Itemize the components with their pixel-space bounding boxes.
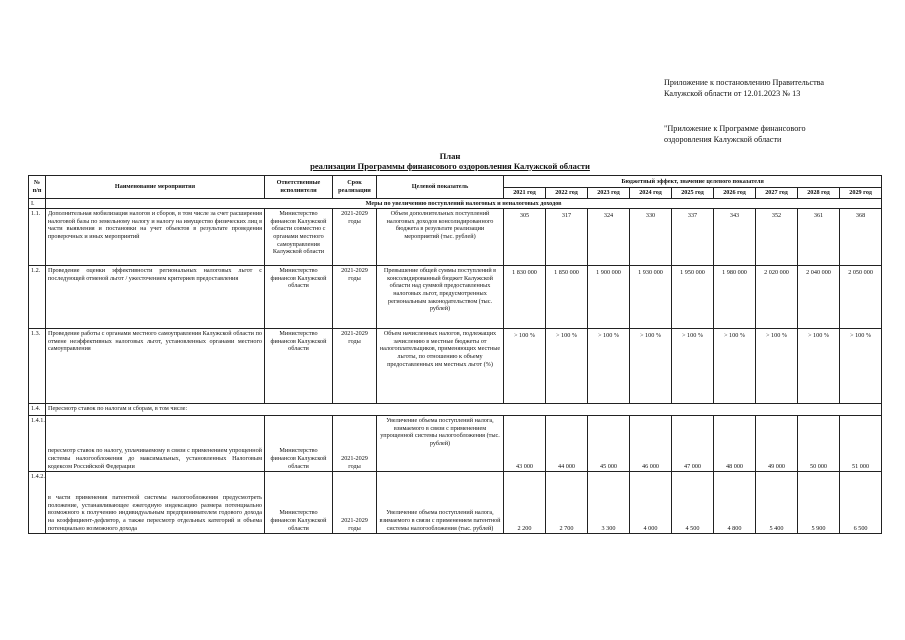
row-target: Увеличение объема поступлений налога, взимаемого в связи с применением упрощенной системы налогообложения (тыс. рублей) — [377, 416, 504, 472]
row-value: 317 — [546, 209, 588, 266]
row-name: в части применения патентной системы налогообложения предусмотреть положение, устанавливающее ежегодную индексацию размера потенциально возможного к получению индивидуальным предпринимателем годового дохода на коэффициент-дефлятор, а также пересмотр отдельных категорий и объема потенциально возможного дохода — [46, 472, 265, 534]
table-row — [29, 472, 882, 534]
row-term: 2021-2029 годы — [333, 472, 377, 534]
row-value: 4 500 — [672, 472, 714, 534]
header-effect: Бюджетный эффект, значение целевого показателя — [504, 176, 882, 188]
row-value: 2 040 000 — [798, 266, 840, 329]
row-value: 1 950 000 — [672, 266, 714, 329]
row-value: > 100 % — [756, 329, 798, 404]
row-value: 368 — [840, 209, 882, 266]
header-num: № п/п — [29, 176, 46, 199]
header-name: Наименование мероприятия — [46, 176, 265, 199]
row-value: 50 000 — [798, 416, 840, 472]
row-name: Пересмотр ставок по налогам и сборам, в том числе: — [46, 404, 882, 416]
section-title: Меры по увеличению поступлений налоговых и неналоговых доходов — [46, 198, 882, 209]
row-name: пересмотр ставок по налогу, уплачиваемому в связи с применением упрощенной системы налогообложения до максимальных, установленных Налоговым кодексом Российской Федерации — [46, 416, 265, 472]
header-year: 2026 год — [714, 188, 756, 199]
row-value: 49 000 — [756, 416, 798, 472]
row-num: 1.3. — [29, 329, 46, 404]
row-value: 43 000 — [504, 416, 546, 472]
row-resp: Министерство финансов Калужской области — [265, 329, 333, 404]
row-value: > 100 % — [714, 329, 756, 404]
row-value: 2 050 000 — [840, 266, 882, 329]
row-value: > 100 % — [798, 329, 840, 404]
row-value: > 100 % — [630, 329, 672, 404]
row-value: 2 020 000 — [756, 266, 798, 329]
row-value: 337 — [672, 209, 714, 266]
section-num: I. — [29, 198, 46, 209]
document-title: План — [439, 151, 461, 161]
row-term: 2021-2029 годы — [333, 329, 377, 404]
row-resp: Министерство финансов Калужской области — [265, 266, 333, 329]
row-value: > 100 % — [588, 329, 630, 404]
row-value: 46 000 — [630, 416, 672, 472]
header-year: 2027 год — [756, 188, 798, 199]
row-num: 1.4.2. — [29, 472, 46, 534]
row-value: 44 000 — [546, 416, 588, 472]
row-name: Проведение оценки эффективности региональных налоговых льгот с последующей отменой льгот / ужесточением критериев предоставления — [46, 266, 265, 329]
row-num: 1.4.1. — [29, 416, 46, 472]
row-value: 4 800 — [714, 472, 756, 534]
row-value: 324 — [588, 209, 630, 266]
row-target: Увеличение объема поступлений налога, взимаемого в связи с применением патентной системы налогообложения (тыс. рублей) — [377, 472, 504, 534]
row-value: 1 980 000 — [714, 266, 756, 329]
row-value: 1 830 000 — [504, 266, 546, 329]
row-num: 1.1. — [29, 209, 46, 266]
row-value: 2 700 — [546, 472, 588, 534]
plan-table — [28, 175, 882, 534]
header-year: 2023 год — [588, 188, 630, 199]
row-value: > 100 % — [504, 329, 546, 404]
row-value: 2 200 — [504, 472, 546, 534]
header-year: 2024 год — [630, 188, 672, 199]
row-resp: Министерство финансов Калужской области совместно с органами местного самоуправления Калужской области — [265, 209, 333, 266]
header-year: 2028 год — [798, 188, 840, 199]
row-value: 47 000 — [672, 416, 714, 472]
header-year: 2025 год — [672, 188, 714, 199]
row-resp: Министерство финансов Калужской области — [265, 416, 333, 472]
section-row — [29, 198, 882, 209]
row-value: 45 000 — [588, 416, 630, 472]
row-value: > 100 % — [672, 329, 714, 404]
table-row — [29, 404, 882, 416]
row-term: 2021-2029 годы — [333, 266, 377, 329]
appendix-line-1: Приложение к постановлению Правительства — [664, 78, 825, 87]
table-row — [29, 209, 882, 266]
row-value: 5 400 — [756, 472, 798, 534]
header-year: 2022 год — [546, 188, 588, 199]
row-resp: Министерство финансов Калужской области — [265, 472, 333, 534]
header-year: 2021 год — [504, 188, 546, 199]
table-row — [29, 416, 882, 472]
row-num: 1.4. — [29, 404, 46, 416]
appendix-subheader — [664, 124, 806, 145]
row-value: 4 000 — [630, 472, 672, 534]
row-name: Проведение работы с органами местного самоуправления Калужской области по отмене неэффективных налоговых льгот, установленных органами местного самоуправления — [46, 329, 265, 404]
row-value: 361 — [798, 209, 840, 266]
header-resp: Ответственные исполнители — [265, 176, 333, 199]
appendix-line-4: оздоровления Калужской области — [664, 134, 782, 144]
row-value: 51 000 — [840, 416, 882, 472]
row-value: > 100 % — [840, 329, 882, 404]
row-value: 1 930 000 — [630, 266, 672, 329]
table-row — [29, 266, 882, 329]
row-name: Дополнительная мобилизация налогов и сборов, в том числе за счет расширения налоговой базы по земельному налогу и налогу на имущество физических лиц в части выявления и постановки на учет объектов в результате проведения проверочных и иных мероприятий — [46, 209, 265, 266]
row-term: 2021-2029 годы — [333, 416, 377, 472]
row-target: Превышение общей суммы поступлений в консолидированный бюджет Калужской области над суммой предоставленных налоговых льгот, предусмотренных региональным законодательством (тыс. рублей) — [377, 266, 504, 329]
row-term: 2021-2029 годы — [333, 209, 377, 266]
row-value: > 100 % — [546, 329, 588, 404]
row-value: 48 000 — [714, 416, 756, 472]
row-target: Объем начисленных налогов, подлежащих зачислению в местные бюджеты от налогоплательщиков, применяющих местные льготы, по отношению к объему предоставленных им местных льгот (%) — [377, 329, 504, 404]
header-target: Целевой показатель — [377, 176, 504, 199]
appendix-header — [664, 78, 824, 99]
row-value: 330 — [630, 209, 672, 266]
row-value: 352 — [756, 209, 798, 266]
row-value: 5 900 — [798, 472, 840, 534]
row-target: Объем дополнительных поступлений налоговых доходов консолидированного бюджета в результате реализации мероприятий (тыс. рублей) — [377, 209, 504, 266]
row-value: 6 500 — [840, 472, 882, 534]
row-value: 1 900 000 — [588, 266, 630, 329]
row-value: 1 850 000 — [546, 266, 588, 329]
row-value: 305 — [504, 209, 546, 266]
appendix-line-3: "Приложение к Программе финансового — [664, 124, 806, 133]
header-term: Срок реализации — [333, 176, 377, 199]
table-row — [29, 329, 882, 404]
document-subtitle: реализации Программы финансового оздоровления Калужской области — [310, 161, 590, 171]
row-value: 3 300 — [588, 472, 630, 534]
row-num: 1.2. — [29, 266, 46, 329]
appendix-line-2: Калужской области от 12.01.2023 № 13 — [664, 88, 801, 98]
header-year: 2029 год — [840, 188, 882, 199]
row-value: 343 — [714, 209, 756, 266]
